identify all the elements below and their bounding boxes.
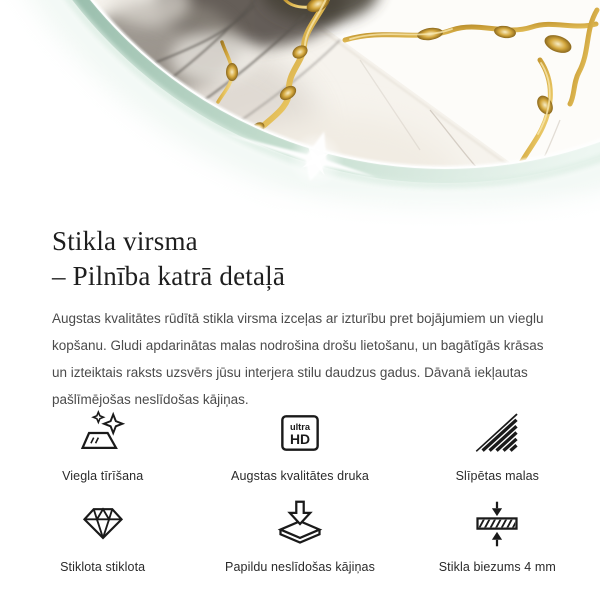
product-description: Augstas kvalitātes rūdītā stikla virsma izceļas ar izturību pret bojājumiem un vieglu kopšanu. Gludi apdarinātas malas nodrošina drošu lietošanu, un bagātīgās krāsas un izteiktais raksts uzsvērs jūsu interjera stilu daudzus gadus. Dāvanā iekļautas pašlīmējošas neslīdošas kājiņas. [52, 311, 544, 407]
feature-label: Viegla tīrīšana [62, 469, 144, 483]
feature-easy-cleaning [4, 406, 201, 483]
diamond-icon [77, 497, 129, 551]
svg-text:ultra: ultra [289, 422, 311, 433]
ultra-hd-icon [274, 406, 326, 460]
feature-polished-edges [399, 406, 596, 483]
page-title-line2: – Pilnība katrā detaļā [52, 261, 286, 291]
feature-label: Slīpētas malas [455, 469, 540, 483]
hero-image [0, 0, 600, 232]
polished-edges-icon [471, 406, 523, 460]
feature-glazed [4, 497, 201, 574]
page-title-line1: Stikla virsma [52, 226, 198, 256]
feature-non-slip-feet [201, 497, 398, 574]
page-title [52, 224, 285, 294]
features-grid [4, 406, 596, 574]
feature-label: Stikla biezums 4 mm [438, 560, 556, 574]
feature-label: Papildu neslīdošas kājiņas [225, 560, 375, 574]
non-slip-feet-icon [274, 497, 326, 551]
feature-glass-thickness [399, 497, 596, 574]
easy-cleaning-icon [77, 406, 129, 460]
glass-thickness-icon [471, 497, 523, 551]
feature-label: Stiklota stiklota [60, 560, 146, 574]
feature-ultra-hd [201, 406, 398, 483]
svg-text:HD: HD [289, 431, 311, 448]
feature-label: Augstas kvalitātes druka [231, 469, 369, 483]
glass-tabletop-photo [0, 0, 600, 232]
